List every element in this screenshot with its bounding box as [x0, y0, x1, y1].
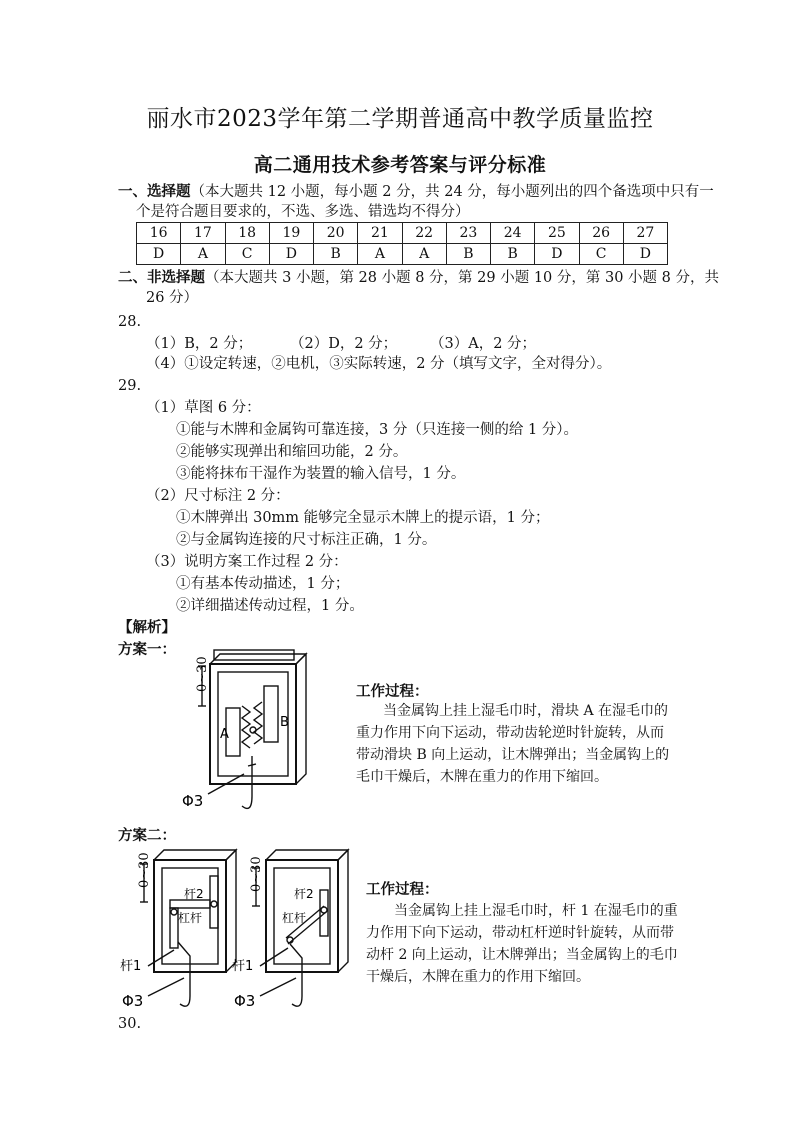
table-cell: 18 — [225, 223, 269, 244]
answer-table — [136, 222, 668, 265]
scheme2-left-rod1-label: 杆1 — [120, 959, 142, 974]
scheme2-process-head: 工作过程： — [366, 881, 439, 898]
table-cell: 21 — [358, 223, 402, 244]
scheme1-label-b: B — [280, 715, 289, 730]
q29-part-1: （1）草图 6 分： — [146, 400, 261, 416]
q28-answer-1: （1）B，2 分； — [146, 336, 253, 352]
section1-desc-1: （本大题共 12 小题，每小题 2 分，共 24 分，每小题列出的四个备选项中只有一 — [190, 184, 714, 200]
answer-table-answer-row — [137, 244, 668, 265]
scheme1-process-line-2: 重力作用下向下运动，带动齿轮逆时针旋转，从而 — [356, 725, 664, 741]
scheme1-figure — [180, 646, 330, 826]
section2-heading: 二、非选择题 — [118, 269, 205, 286]
answer-table-number-row — [137, 223, 668, 244]
table-cell: B — [491, 244, 535, 265]
table-cell: 16 — [137, 223, 181, 244]
table-cell: B — [446, 244, 490, 265]
scheme2-process-line-1: 当金属钩上挂上湿毛巾时，杆 1 在湿毛巾的重 — [394, 903, 678, 919]
analysis-label: 【解析】 — [118, 619, 176, 636]
table-cell: C — [225, 244, 269, 265]
q29-part-3: （3）说明方案工作过程 2 分： — [146, 554, 348, 570]
scheme2-right-lever-label: 杠杆 — [282, 911, 307, 925]
table-cell: C — [579, 244, 623, 265]
q29-part-3-item-2: ②详细描述传动过程，1 分。 — [176, 598, 364, 614]
q29-part-1-item-1: ①能与木牌和金属钩可靠连接，3 分（只连接一侧的给 1 分）。 — [176, 422, 579, 438]
scheme2-label: 方案二： — [118, 827, 176, 844]
scheme2-process-line-3: 动杆 2 向上运动，让木牌弹出；当金属钩上的毛巾 — [366, 947, 678, 963]
table-cell: 23 — [446, 223, 490, 244]
q29-part-1-item-3: ③能将抹布干湿作为装置的输入信号，1 分。 — [176, 466, 466, 482]
scheme1-process-head: 工作过程： — [356, 683, 429, 700]
scheme2-process-line-2: 力作用下向下运动，带动杠杆逆时针旋转，从而带 — [366, 925, 674, 941]
table-cell: 19 — [269, 223, 313, 244]
scheme2-right-dim-label: 0~30 — [249, 856, 264, 892]
q28-answer-2: （2）D，2 分； — [290, 336, 398, 352]
section2-desc-1: （本大题共 3 小题，第 28 小题 8 分，第 29 小题 10 分，第 30 小题 8 分，共 — [205, 270, 720, 286]
section1-heading: 一、选择题 — [118, 183, 191, 200]
q28-answer-4: （4）①设定转速，②电机，③实际转速，2 分（填写文字，全对得分）。 — [146, 356, 612, 372]
scheme2-right-rod2-label: 杆2 — [294, 887, 314, 901]
table-cell: D — [623, 244, 667, 265]
scheme2-left-rod2-label: 杆2 — [184, 887, 204, 901]
table-cell: 17 — [181, 223, 225, 244]
scheme1-dia-label: Φ3 — [182, 792, 204, 810]
table-cell: 27 — [623, 223, 667, 244]
table-cell: 24 — [491, 223, 535, 244]
scheme1-label-a: A — [220, 727, 229, 742]
q29-number: 29. — [118, 378, 142, 394]
table-cell: B — [314, 244, 358, 265]
scheme2-process-line-4: 干燥后，木牌在重力的作用下缩回。 — [366, 969, 590, 985]
scheme2-right-dia-label: Φ3 — [234, 992, 256, 1010]
scheme2-right-rod1-label: 杆1 — [232, 959, 254, 974]
q29-part-2-item-1: ①木牌弹出 30mm 能够完全显示木牌上的提示语，1 分； — [176, 510, 550, 526]
section2-desc-2: 26 分） — [146, 290, 199, 306]
scheme1-process-line-4: 毛巾干燥后，木牌在重力的作用下缩回。 — [356, 769, 608, 785]
q29-part-1-item-2: ②能够实现弹出和缩回功能，2 分。 — [176, 444, 408, 460]
q29-part-2: （2）尺寸标注 2 分： — [146, 488, 290, 504]
table-cell: A — [181, 244, 225, 265]
scheme2-figure-left — [118, 846, 243, 1016]
q30-number: 30. — [118, 1016, 142, 1032]
scheme1-process-line-1: 当金属钩上挂上湿毛巾时，滑块 A 在湿毛巾的 — [383, 703, 669, 719]
scheme2-left-lever-label: 杠杆 — [178, 911, 203, 925]
table-cell: D — [535, 244, 579, 265]
q29-part-2-item-2: ②与金属钩连接的尺寸标注正确，1 分。 — [176, 532, 437, 548]
table-cell: 20 — [314, 223, 358, 244]
section2-intro — [118, 268, 719, 288]
scheme2-left-dim-label: 0~30 — [137, 852, 152, 888]
scheme1-process-line-3: 带动滑块 B 向上运动，让木牌弹出；当金属钩上的 — [356, 747, 670, 763]
scheme2-figure-right — [230, 846, 355, 1016]
table-cell: A — [358, 244, 402, 265]
table-cell: 26 — [579, 223, 623, 244]
scheme1-dim-label: 0~30 — [195, 656, 210, 692]
table-cell: A — [402, 244, 446, 265]
q28-answer-3: （3）A，2 分； — [430, 336, 537, 352]
table-cell: 25 — [535, 223, 579, 244]
section1-intro — [118, 182, 714, 202]
section1-desc-2: 个是符合题目要求的，不选、多选、错选均不得分） — [136, 204, 470, 220]
page-subtitle: 高二通用技术参考答案与评分标准 — [253, 154, 547, 176]
table-cell: D — [269, 244, 313, 265]
table-cell: D — [137, 244, 181, 265]
q29-part-3-item-1: ①有基本传动描述，1 分； — [176, 576, 350, 592]
scheme2-left-dia-label: Φ3 — [122, 992, 144, 1010]
scheme1-label: 方案一： — [118, 641, 176, 658]
q28-number: 28. — [118, 314, 142, 330]
table-cell: 22 — [402, 223, 446, 244]
page-title: 丽水市2023学年第二学期普通高中教学质量监控 — [146, 106, 654, 132]
